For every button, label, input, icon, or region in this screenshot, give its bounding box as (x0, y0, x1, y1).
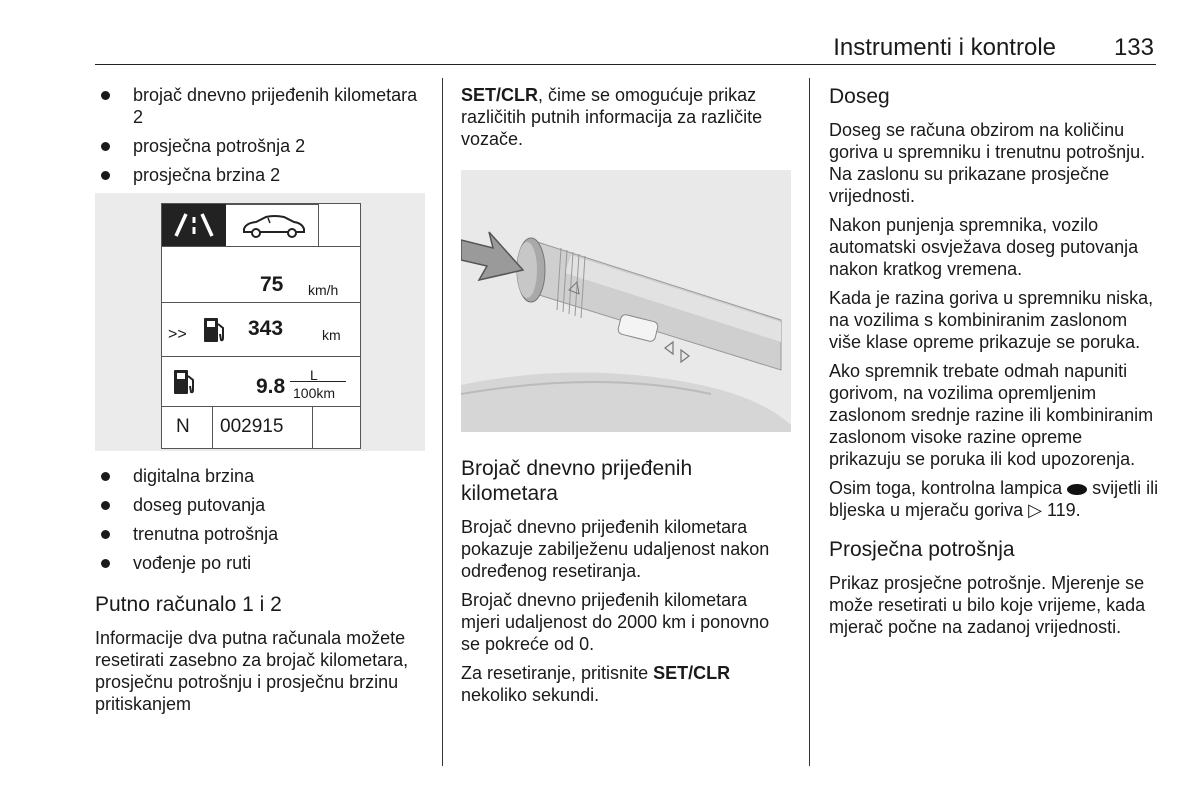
page-number: 133 (1113, 34, 1154, 61)
speed-unit: km/h (308, 282, 339, 298)
range-row (162, 302, 360, 357)
page-header (95, 34, 1156, 65)
fuel-pump-icon (202, 314, 228, 349)
odometer-row (162, 406, 360, 448)
intro-paragraph (461, 84, 791, 150)
bullet-list-bottom (95, 465, 425, 574)
paragraph: Doseg se računa obzirom na količinu goriva u spremniku i trenutnu potrošnju. Na zaslonu su prikazane prosječne vrijednosti. (829, 120, 1146, 206)
section-heading: Putno računalo 1 i 2 (95, 593, 282, 616)
list-item: trenutna potrošnja (95, 523, 425, 545)
speed-value: 75 (260, 273, 284, 296)
instrument-display (161, 203, 361, 449)
bullet-list-top (95, 84, 425, 186)
stalk-figure (461, 170, 791, 432)
list-item: vođenje po ruti (95, 552, 425, 574)
odometer-value: 002915 (220, 416, 284, 437)
warning-lamp-icon (1067, 484, 1087, 495)
consumption-row (162, 356, 360, 407)
section-heading: Brojač dnevno prijeđenih kilometara (461, 457, 693, 505)
display-tabs (162, 204, 360, 247)
gear-indicator: N (176, 416, 190, 437)
paragraph-text: Osim toga, kontrolna lampica (829, 478, 1063, 498)
page-reference-icon: ▷ (1028, 500, 1042, 520)
range-value: 343 (248, 317, 284, 340)
paragraph: Nakon punjenja spremnika, vozilo automatski osvježava doseg putovanja nakon kratkog vremena. (829, 215, 1139, 279)
paragraph: Prikaz prosječne potrošnje. Mjerenje se može resetirati u bilo koje vrijeme, kada mjerač počne na zadanoj vrijednosti. (829, 573, 1146, 637)
button-reference: SET/CLR (653, 663, 731, 683)
section-heading: Prosječna potrošnja (829, 538, 1015, 561)
paragraph-text: , čime se omogućuje prikaz različitih putnih informacija za različite vozače. (461, 85, 763, 149)
column-1 (95, 84, 425, 722)
column-divider (442, 78, 443, 766)
paragraph (461, 662, 791, 706)
car-icon (226, 204, 319, 247)
fuel-pump-icon (172, 366, 198, 401)
paragraph: Ako spremnik trebate odmah napuniti gorivom, na vozilima opremljenim zaslonom srednje razine ili kombiniranim zaslonom visoke razine opreme prikazuju se poruka ili kod upozorenja. (829, 361, 1154, 469)
paragraph-text: svijetli ili bljeska u mjeraču goriva (829, 478, 1159, 520)
range-unit: km (322, 327, 341, 343)
paragraph: Brojač dnevno prijeđenih kilometara pokazuje zabilježenu udaljenost nakon određenog resetiranja. (461, 517, 770, 581)
consumption-value: 9.8 (256, 375, 286, 398)
paragraph: Informacije dva putna računala možete resetirati zasebno za brojač kilometara, prosječnu potrošnju i prosječnu brzinu pritiskanjem (95, 628, 409, 714)
speed-row (162, 246, 360, 303)
paragraph: Brojač dnevno prijeđenih kilometara mjeri udaljenost do 2000 km i ponovno se pokreće od 0. (461, 590, 770, 654)
paragraph-text: nekoliko sekundi. (461, 685, 600, 705)
list-item: brojač dnevno prijeđenih kilometara 2 (95, 84, 425, 128)
list-item: prosječna potrošnja 2 (95, 135, 425, 157)
section-title: Instrumenti i kontrole (833, 34, 1056, 61)
road-icon (162, 204, 226, 246)
page-reference: 119. (1046, 500, 1081, 520)
divider (212, 406, 213, 448)
list-item: digitalna brzina (95, 465, 425, 487)
paragraph: Kada je razina goriva u spremniku niska, na vozilima s kombiniranim zaslonom više klase opreme prikazuje se poruka. (829, 288, 1154, 352)
consumption-unit-bottom: 100km (293, 385, 336, 401)
paragraph (829, 477, 1159, 521)
list-item: doseg putovanja (95, 494, 425, 516)
column-3 (829, 84, 1159, 645)
section-heading: Doseg (829, 85, 890, 108)
button-reference: SET/CLR (461, 85, 539, 105)
column-2 (461, 84, 791, 713)
divider (312, 406, 313, 448)
column-divider (809, 78, 810, 766)
consumption-unit-top: L (310, 367, 318, 383)
paragraph-text: Za resetiranje, pritisnite (461, 663, 654, 683)
list-item: prosječna brzina 2 (95, 164, 425, 186)
trip-computer-display-figure (95, 193, 425, 451)
range-arrows: >> (168, 326, 187, 343)
